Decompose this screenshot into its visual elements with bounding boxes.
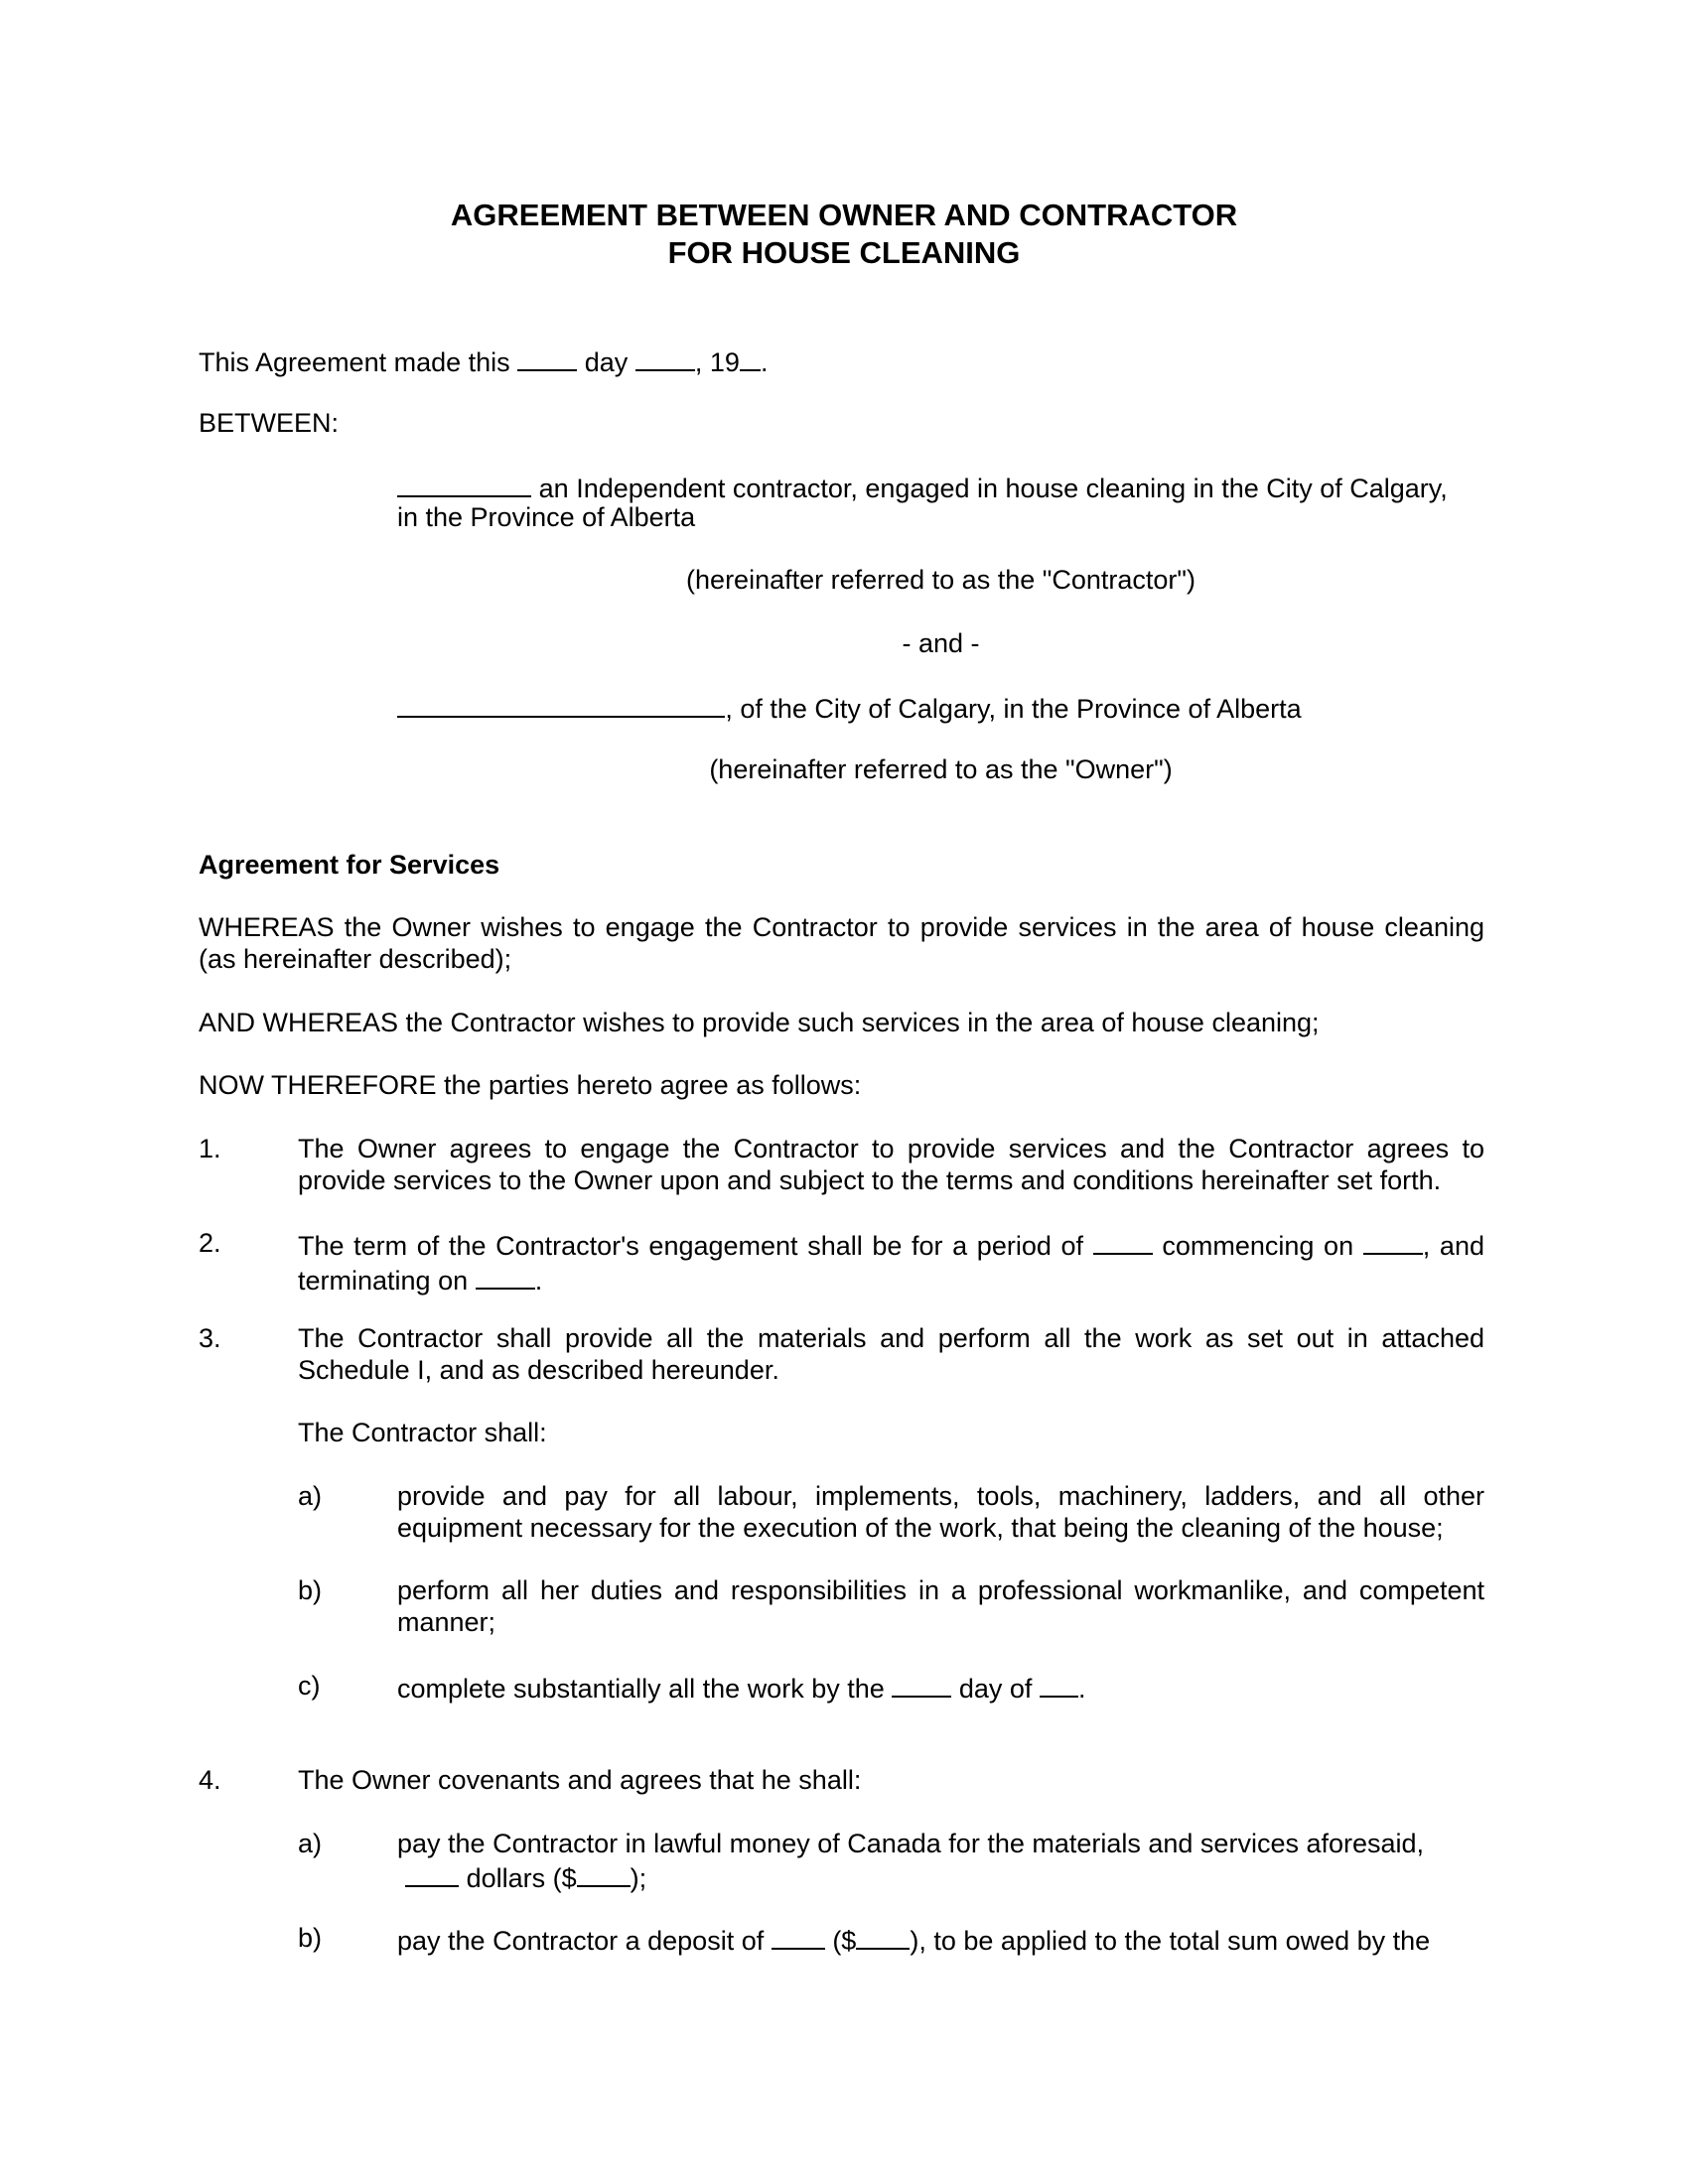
contractor-description: an Independent contractor, engaged in house cleaning in the City of Calgary, — [397, 470, 1484, 504]
and-separator: - and - — [902, 628, 980, 658]
clause-3c-label: c) — [298, 1671, 321, 1701]
clause-4b-label: b) — [298, 1923, 323, 1953]
clause-4-number: 4. — [199, 1765, 221, 1795]
payment-words-blank — [405, 1859, 459, 1887]
clause-3b-label: b) — [298, 1575, 323, 1605]
year-blank — [740, 343, 761, 371]
contractor-province: in the Province of Alberta — [397, 502, 696, 532]
section-heading: Agreement for Services — [199, 850, 500, 880]
made-prefix: This Agreement made this — [199, 347, 510, 377]
document-title-line-2: FOR HOUSE CLEANING — [667, 235, 1021, 270]
year-prefix: , 19 — [694, 347, 740, 377]
clause-4a-text-line-1: pay the Contractor in lawful money of Canada for the materials and services aforesaid, — [397, 1829, 1425, 1858]
clause-2-number: 2. — [199, 1228, 221, 1258]
completion-day-blank — [892, 1670, 951, 1698]
terminating-blank — [476, 1262, 535, 1290]
clause-3c-text: complete substantially all the work by the day of . — [397, 1670, 1484, 1705]
now-therefore: NOW THEREFORE the parties hereto agree as follows: — [199, 1070, 862, 1100]
clause-3-text: The Contractor shall provide all the materials and perform all the work as set out in attached Schedule I, and as described hereunder. — [298, 1323, 1484, 1385]
whereas-recital-2: AND WHEREAS the Contractor wishes to provide such services in the area of house cleaning; — [199, 1008, 1320, 1037]
document-title-line-1: AGREEMENT BETWEEN OWNER AND CONTRACTOR — [450, 198, 1238, 232]
contractor-name-blank — [397, 470, 531, 497]
clause-3a-text: provide and pay for all labour, implements, tools, machinery, ladders, and all other equipment necessary for the execution of the work, that being the cleaning of the house; — [397, 1481, 1484, 1543]
day-blank — [517, 343, 577, 371]
clause-1-text: The Owner agrees to engage the Contractor to provide services and the Contractor agrees to provide services to the Owner upon and subject to the terms and conditions hereinafter set forth. — [298, 1134, 1484, 1195]
clause-1-number: 1. — [199, 1134, 221, 1163]
deposit-words-blank — [772, 1922, 825, 1950]
payment-amount-blank — [577, 1859, 631, 1887]
made-day-label: day — [584, 347, 629, 377]
agreement-date-line: This Agreement made this day , 19 . — [199, 343, 1484, 378]
clause-3-shall: The Contractor shall: — [298, 1418, 547, 1447]
commencing-blank — [1363, 1227, 1423, 1255]
between-label: BETWEEN: — [199, 408, 340, 438]
clause-4-text: The Owner covenants and agrees that he shall: — [298, 1765, 862, 1795]
period-blank — [1093, 1227, 1153, 1255]
deposit-amount-blank — [856, 1922, 910, 1950]
completion-month-blank — [1040, 1670, 1078, 1698]
clause-3-number: 3. — [199, 1323, 221, 1353]
owner-name-blank — [397, 690, 725, 718]
clause-4b-text: pay the Contractor a deposit of ($ ), to be applied to the total sum owed by the — [397, 1922, 1484, 1957]
clause-3b-text: perform all her duties and responsibilities in a professional workmanlike, and competent manner; — [397, 1575, 1484, 1637]
clause-4a-label: a) — [298, 1829, 323, 1858]
clause-3a-label: a) — [298, 1481, 323, 1511]
clause-2-text: The term of the Contractor's engagement shall be for a period of commencing on , and terminating on . — [298, 1227, 1484, 1297]
owner-reference: (hereinafter referred to as the "Owner") — [709, 754, 1173, 784]
owner-description: , of the City of Calgary, in the Province of Alberta — [397, 690, 1484, 725]
contractor-reference: (hereinafter referred to as the "Contractor") — [686, 565, 1196, 595]
whereas-recital-1: WHEREAS the Owner wishes to engage the Contractor to provide services in the area of house cleaning (as hereinafter described); — [199, 912, 1484, 974]
month-blank — [635, 343, 695, 371]
clause-4a-text-line-2: dollars ($ ); — [397, 1859, 1484, 1894]
